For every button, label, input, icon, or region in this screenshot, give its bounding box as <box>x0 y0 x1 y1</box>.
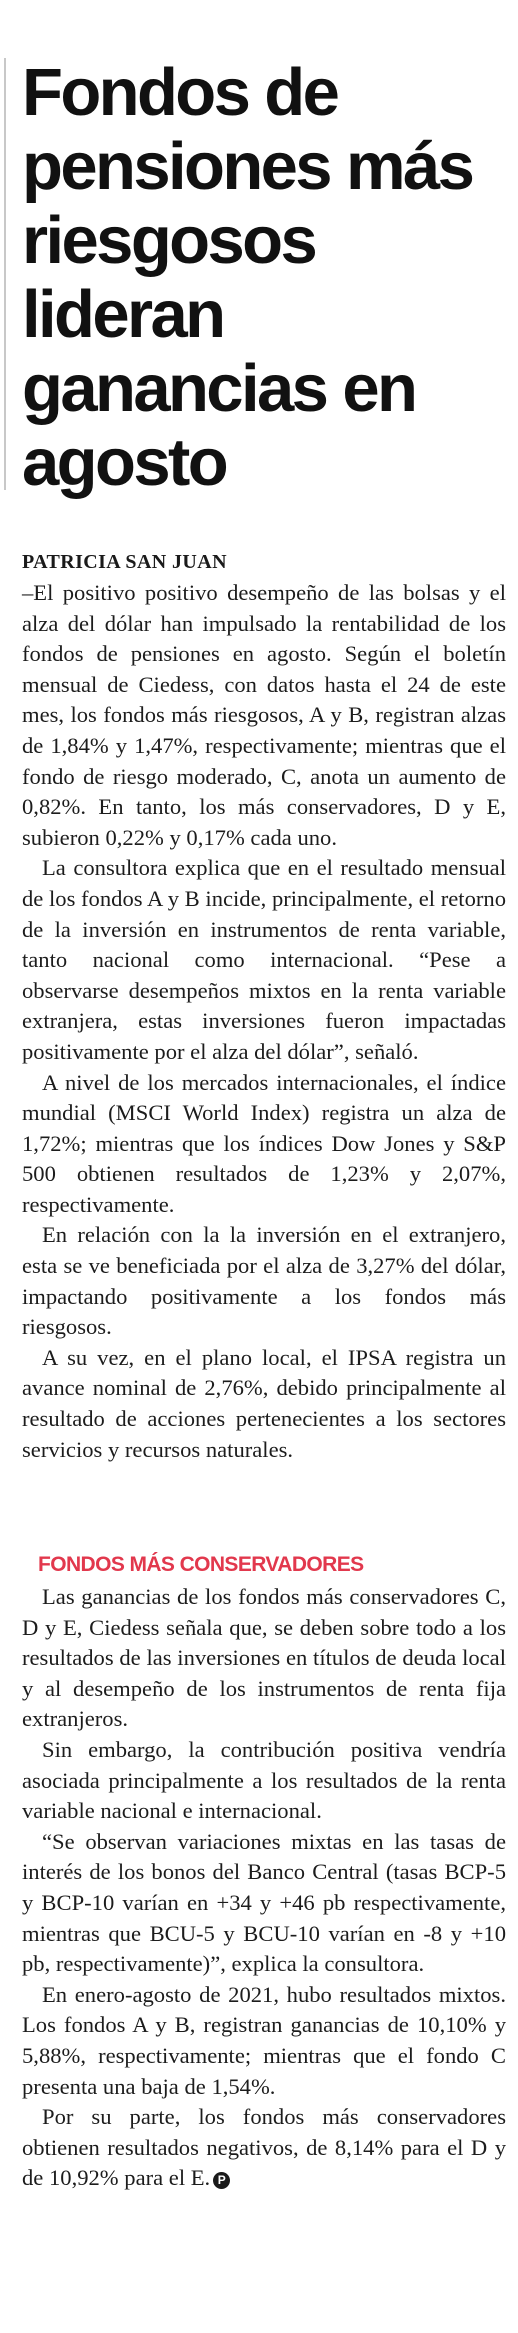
body-paragraph: En relación con la la inversión en el extranjero, esta se ve beneficiada por el alza de 3,27% del dólar, impactando positivamente a los fondos más riesgosos. <box>22 1222 506 1340</box>
body-paragraph: La consultora explica que en el resultado mensual de los fondos A y B incide, principalmente, el retorno de la inversión en instrumentos de renta variable, tanto nacional como internacional. “Pese a observarse desempeños mixtos en la renta variable extranjera, estas inversiones fueron impactadas positivamente por el alza del dólar”, señaló. <box>22 855 506 1064</box>
body-paragraph-last <box>22 2102 506 2194</box>
end-of-article-mark: P <box>213 2172 230 2189</box>
body-paragraph: Las ganancias de los fondos más conservadores C, D y E, Ciedess señala que, se deben sobre todo a los resultados de las inversiones en títulos de deuda local y al desempeño de los instrumentos de renta fija extranjeros. <box>22 1584 506 1732</box>
section-subhead: FONDOS MÁS CONSERVADORES <box>38 1553 364 1576</box>
body-paragraph-text: Por su parte, los fondos más conservadores obtienen resultados negativos, de 8,14% para el D y de 10,92% para el E. <box>22 2104 506 2191</box>
body-paragraph: A su vez, en el plano local, el IPSA registra un avance nominal de 2,76%, debido principalmente al resultado de acciones pertenecientes a los sectores servicios y recursos naturales. <box>22 1344 506 1462</box>
article-body-section-1 <box>22 578 506 1465</box>
body-paragraph: En enero-agosto de 2021, hubo resultados mixtos. Los fondos A y B, registran ganancias de 10,10% y 5,88%, respectivamente; mientras que el fondo C presenta una baja de 1,54%. <box>22 1981 506 2099</box>
article-headline: Fondos de pensiones más riesgosos lideran ganancias en agosto <box>22 55 473 500</box>
article-byline: PATRICIA SAN JUAN <box>22 551 227 573</box>
body-paragraph: A nivel de los mercados internacionales, el índice mundial (MSCI World Index) registra un alza de 1,72%; mientras que los índices Dow Jones y S&P 500 obtienen resultados de 1,23% y 2,07%, respectivamente. <box>22 1069 506 1217</box>
body-paragraph: Sin embargo, la contribución positiva vendría asociada principalmente a los resultados de la renta variable nacional e internacional. <box>22 1736 506 1824</box>
body-paragraph: “Se observan variaciones mixtas en las tasas de interés de los bonos del Banco Central (tasas BCP-5 y BCP-10 varían en +34 y +46 pb respectivamente, mientras que BCU-5 y BCU-10 varían en -8 y +10 pb, respectivamente)”, explica la consultora. <box>22 1828 506 1977</box>
headline-side-rule <box>4 58 6 490</box>
article-body-section-2 <box>22 1582 506 2194</box>
body-paragraph: –El positivo positivo desempeño de las bolsas y el alza del dólar han impulsado la rentabilidad de los fondos de pensiones en agosto. Según el boletín mensual de Ciedess, con datos hasta el 24 de este mes, los fondos más riesgosos, A y B, registran alzas de 1,84% y 1,47%, respectivamente; mientras que el fondo de riesgo moderado, C, anota un aumento de 0,82%. En tanto, los más conservadores, D y E, subieron 0,22% y 0,17% cada uno. <box>22 580 506 850</box>
